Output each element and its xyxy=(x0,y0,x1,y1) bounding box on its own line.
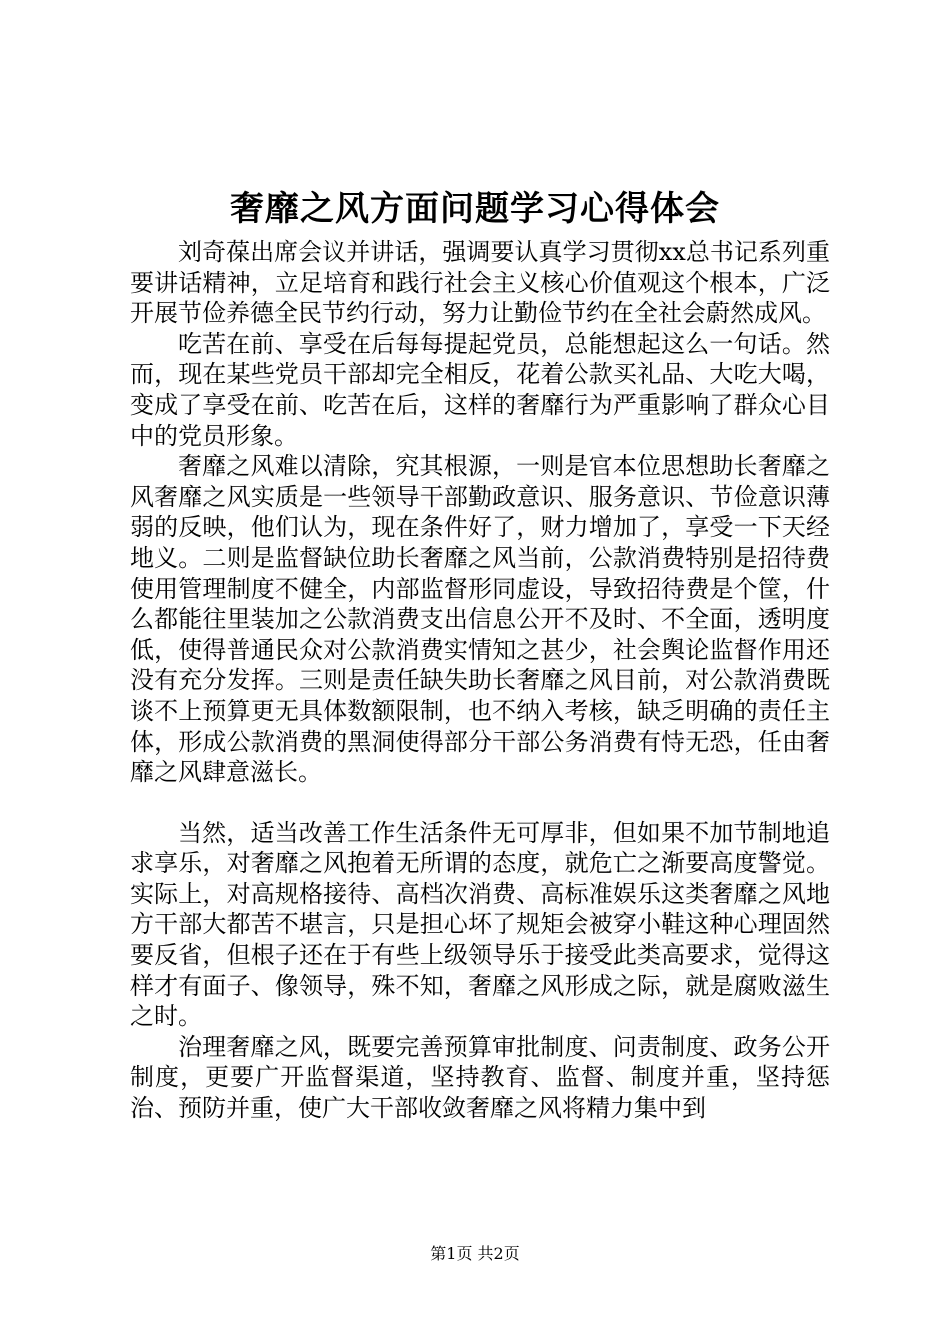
paragraph-2: 吃苦在前、享受在后每每提起党员，总能想起这么一句话。然而，现在某些党员干部却完全相反，花着公款买礼品、大吃大喝，变成了享受在前、吃苦在后，这样的奢靡行为严重影响了群众心目中的党员形象。 xyxy=(130,329,830,450)
paragraph-1: 刘奇葆出席会议并讲话，强调要认真学习贯彻xx总书记系列重要讲话精神，立足培育和践行社会主义核心价值观这个根本，广泛开展节俭养德全民节约行动，努力让勤俭节约在全社会蔚然成风。 xyxy=(130,238,830,328)
paragraph-4: 当然，适当改善工作生活条件无可厚非，但如果不加节制地追求享乐，对奢靡之风抱着无所谓的态度，就危亡之渐要高度警觉。实际上，对高规格接待、高档次消费、高标准娱乐这类奢靡之风地方干部大都苦不堪言，只是担心坏了规矩会被穿小鞋这种心理固然要反省，但根子还在于有些上级领导乐于接受此类高要求，觉得这样才有面子、像领导，殊不知，奢靡之风形成之际，就是腐败滋生之时。 xyxy=(130,818,830,1031)
document-body xyxy=(130,237,830,1124)
paragraph-3: 奢靡之风难以清除，究其根源，一则是官本位思想助长奢靡之风奢靡之风实质是一些领导干部勤政意识、服务意识、节俭意识薄弱的反映，他们认为，现在条件好了，财力增加了，享受一下天经地义。二则是监督缺位助长奢靡之风当前，公款消费特别是招待费使用管理制度不健全，内部监督形同虚设，导致招待费是个筐，什么都能往里装加之公款消费支出信息公开不及时、不全面，透明度低，使得普通民众对公款消费实情知之甚少，社会舆论监督作用还没有充分发挥。三则是责任缺失助长奢靡之风目前，对公款消费既谈不上预算更无具体数额限制，也不纳入考核，缺乏明确的责任主体，形成公款消费的黑洞使得部分干部公务消费有恃无恐，任由奢靡之风肆意滋长。 xyxy=(130,452,830,787)
page-footer: 第1页 共2页 xyxy=(430,1244,520,1263)
document-title: 奢靡之风方面问题学习心得体会 xyxy=(230,189,720,229)
paragraph-5: 治理奢靡之风，既要完善预算审批制度、问责制度、政务公开制度，更要广开监督渠道，坚持教育、监督、制度并重，坚持惩治、预防并重，使广大干部收敛奢靡之风将精力集中到 xyxy=(130,1032,830,1123)
